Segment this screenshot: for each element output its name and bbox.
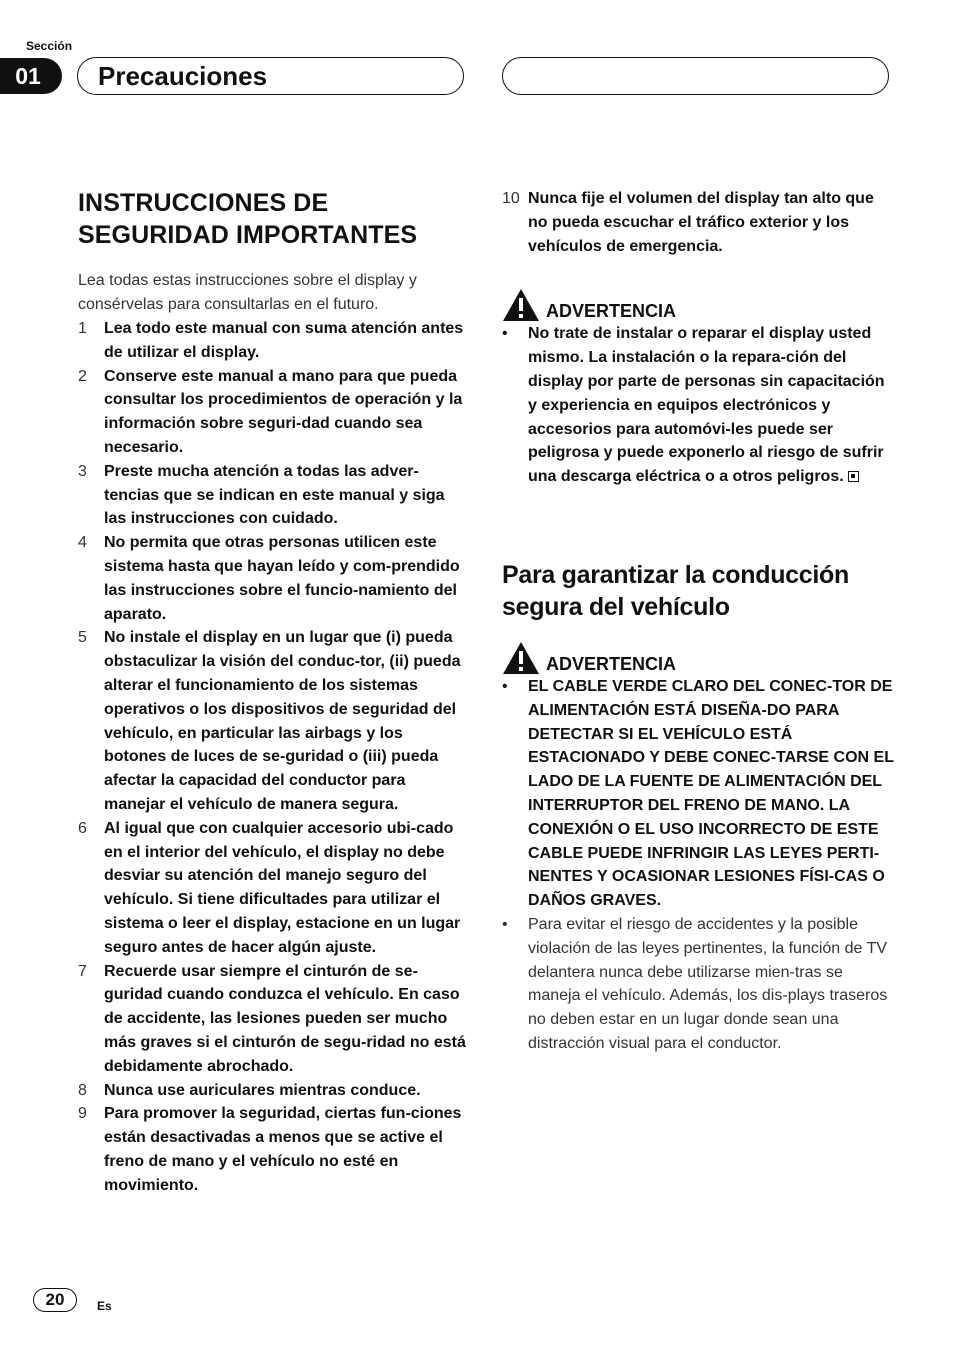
warning-heading — [502, 639, 894, 675]
safety-steps-list — [78, 317, 468, 1197]
list-item: 4 No permita que otras personas utilicen este sistema hasta que hayan leído y com-prendido las instrucciones sobre el funcio-namiento del aparato. — [78, 534, 460, 623]
warning-list — [502, 322, 894, 489]
list-item: 8 Nunca use auriculares mientras conduce. — [78, 1081, 421, 1099]
header-empty-pill — [502, 57, 889, 95]
list-item: 10 Nunca fije el volumen del display tan alto que no pueda escuchar el tráfico exterior y los vehículos de emergencia. — [502, 190, 874, 255]
language-code: Es — [97, 1299, 112, 1313]
end-mark-icon — [848, 471, 859, 482]
warning-triangle-icon — [502, 288, 540, 322]
warning-label: ADVERTENCIA — [546, 301, 677, 322]
list-item: 2 Conserve este manual a mano para que pueda consultar los procedimientos de operación y la información sobre seguri-dad cuando sea necesario. — [78, 367, 463, 456]
warning-triangle-icon — [502, 641, 540, 675]
list-item: • EL CABLE VERDE CLARO DEL CONEC-TOR DE ALIMENTACIÓN ESTÁ DISEÑA-DO PARA DETECTAR SI EL VEHÍCULO ESTÁ ESTACIONADO Y DEBE CONEC-TARSE CON EL LADO DE LA FUENTE DE ALIMENTACIÓN DEL INTERRUPTOR DEL FRENO DE MANO. LA CONEXIÓN O EL USO INCORRECTO DE ESTE CABLE PUEDE INFRINGIR LAS LEYES PERTI-NENTES Y OCASIONAR LESIONES FÍSI-CAS O DAÑOS GRAVES. — [502, 677, 894, 910]
section-heading: Para garantizar la conducción segura del vehículo — [502, 560, 849, 621]
section-number-badge: 01 — [0, 58, 62, 94]
list-item: • No trate de instalar o reparar el display usted mismo. La instalación o la repara-ción del display por parte de personas sin capacitación y experiencia en equipos electrónicos y accesorios para automóvi-les puede ser peligrosa y puede exponerlo al riesgo de sufrir una descarga eléctrica o a otros peligros. — [502, 325, 885, 486]
left-column — [78, 187, 468, 1197]
page-number: 20 — [33, 1288, 77, 1312]
main-title: INSTRUCCIONES DE SEGURIDAD IMPORTANTES — [78, 189, 418, 249]
section-title: Precauciones — [98, 60, 268, 91]
section-title-pill — [77, 57, 464, 95]
warning-heading — [502, 286, 894, 322]
list-item: 7 Recuerde usar siempre el cinturón de se-guridad cuando conduzca el vehículo. En caso de accidente, las lesiones pueden ser mucho más graves si el cinturón de segu-ridad no está debidamente abrochado. — [78, 962, 466, 1075]
list-item: • Para evitar el riesgo de accidentes y la posible violación de las leyes pertinentes, la función de TV delantera nunca debe utilizarse mien-tras se maneja el vehículo. Además, los dis-plays traseros no deben estar en un lugar donde sean una distracción visual para el conductor. — [502, 915, 888, 1052]
list-item: 6 Al igual que con cualquier accesorio ubi-cado en el interior del vehículo, el display no debe desviar su atención del manejo seguro del vehículo. Si tiene dificultades para utilizar el sistema o leer el display, estacione en un lugar seguro antes de hacer algún ajuste. — [78, 819, 461, 956]
safety-steps-list-continued — [502, 187, 894, 258]
section-label: Sección — [26, 39, 73, 53]
right-column — [502, 187, 894, 1056]
intro-text: Lea todas estas instrucciones sobre el display y consérvelas para consultarlas en el futuro. — [78, 272, 417, 313]
warning-list — [502, 675, 894, 1056]
warning-label: ADVERTENCIA — [546, 653, 677, 674]
list-item: 3 Preste mucha atención a todas las adver-tencias que se indican en este manual y siga las instrucciones con cuidado. — [78, 462, 445, 528]
list-item: 9 Para promover la seguridad, ciertas fun-ciones están desactivadas a menos que se active el freno de mano y el vehículo no esté en movimiento. — [78, 1105, 462, 1194]
list-item: 5 No instale el display en un lugar que (i) pueda obstaculizar la visión del conduc-tor, (ii) pueda alterar el funcionamiento de los sistemas operativos o los dispositivos de seguridad del vehículo, en particular las airbags y los botones de luces de se-guridad o (iii) pueda afectar la capacidad del conductor para manejar el vehículo de manera segura. — [78, 629, 461, 813]
list-item: 1 Lea todo este manual con suma atención antes de utilizar el display. — [78, 320, 464, 361]
